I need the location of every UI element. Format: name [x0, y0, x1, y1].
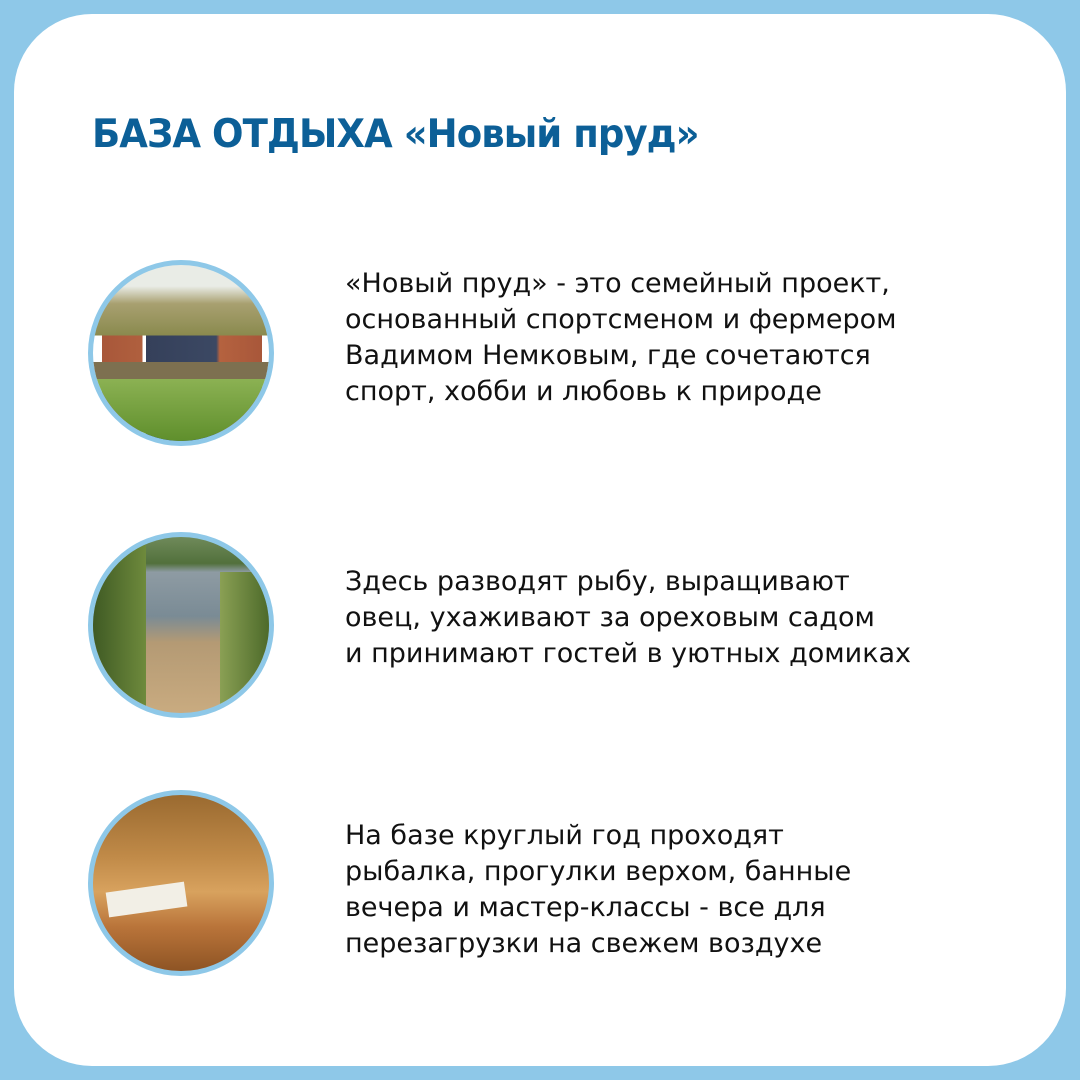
text-line: перезагрузки на свежем воздухе — [345, 928, 823, 959]
item-text-3 — [345, 818, 851, 962]
item-text-1 — [345, 266, 897, 410]
text-line: основанный спортсменом и фермером — [345, 304, 897, 335]
text-line: На базе круглый год проходят — [345, 820, 784, 851]
text-line: спорт, хобби и любовь к природе — [345, 376, 822, 407]
text-line: овец, ухаживают за ореховым садом — [345, 602, 875, 633]
page-title: БАЗА ОТДЫХА «Новый пруд» — [92, 112, 699, 157]
pond-pier-photo — [88, 532, 274, 718]
item-text-2 — [345, 564, 911, 672]
text-line: и принимают гостей в уютных домиках — [345, 638, 912, 669]
text-line: «Новый пруд» - это семейный проект, — [345, 268, 890, 299]
text-line: Вадимом Немковым, где сочетаются — [345, 340, 871, 371]
text-line: Здесь разводят рыбу, выращивают — [345, 566, 850, 597]
lake-cabins-photo — [88, 260, 274, 446]
wooden-table-photo — [88, 790, 274, 976]
text-line: рыбалка, прогулки верхом, банные — [345, 856, 852, 887]
text-line: вечера и мастер-классы - все для — [345, 892, 826, 923]
